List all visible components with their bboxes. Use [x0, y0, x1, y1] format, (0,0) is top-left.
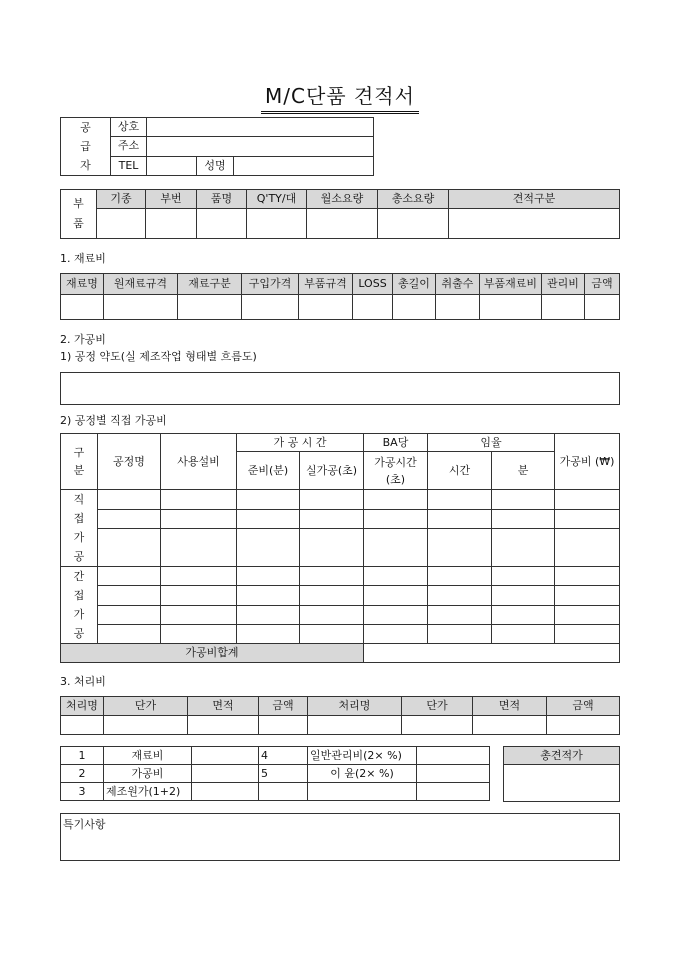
part-side-label: 부 품 [61, 190, 97, 239]
part-estimate-type-field[interactable] [449, 209, 620, 239]
material-cell[interactable] [393, 295, 436, 320]
indirect-cell[interactable] [428, 567, 492, 586]
summary-no-3: 3 [61, 783, 104, 801]
part-header-total: 총소요량 [378, 190, 449, 209]
direct-cell[interactable] [555, 490, 620, 510]
direct-cell[interactable] [492, 529, 555, 567]
indirect-cell[interactable] [98, 624, 161, 643]
section-2-sub2-label: 2) 공정별 직접 가공비 [60, 414, 167, 427]
supplier-tel-label: TEL [111, 156, 147, 175]
material-header-name: 재료명 [61, 274, 104, 295]
supplier-address-label: 주소 [111, 137, 147, 156]
indirect-cell[interactable] [98, 567, 161, 586]
treatment-header-area-2: 면적 [473, 697, 547, 716]
process-header-process: 공정명 [98, 434, 161, 490]
supplier-person-label: 성명 [197, 156, 234, 175]
process-header-cost: 가공비 (₩) [555, 434, 620, 490]
direct-cell[interactable] [428, 509, 492, 529]
direct-cell[interactable] [555, 509, 620, 529]
supplier-name-label: 상호 [111, 118, 147, 137]
material-header-type: 재료구분 [178, 274, 242, 295]
direct-cell[interactable] [161, 529, 237, 567]
total-estimate-table [503, 746, 620, 802]
treatment-cell[interactable] [402, 716, 473, 735]
indirect-process-label: 간 접 가 공 [61, 567, 98, 644]
section-1-label: 1. 재료비 [60, 252, 106, 265]
material-header-price: 구입가격 [242, 274, 299, 295]
material-cell[interactable] [242, 295, 299, 320]
part-partno-field[interactable] [146, 209, 197, 239]
indirect-cell[interactable] [364, 586, 428, 605]
indirect-cell[interactable] [428, 605, 492, 624]
indirect-cell[interactable] [161, 624, 237, 643]
summary-manufacturing-field[interactable] [192, 783, 259, 801]
treatment-table [60, 696, 620, 735]
indirect-cell[interactable] [555, 624, 620, 643]
summary-empty [259, 783, 308, 801]
direct-cell[interactable] [428, 490, 492, 510]
treatment-header-amount: 금액 [259, 697, 308, 716]
indirect-cell[interactable] [364, 624, 428, 643]
material-cell[interactable] [480, 295, 542, 320]
part-partname-field[interactable] [197, 209, 247, 239]
material-cell[interactable] [436, 295, 480, 320]
summary-empty [417, 783, 490, 801]
indirect-cell[interactable] [492, 567, 555, 586]
summary-empty [308, 783, 417, 801]
notes-box[interactable] [60, 813, 620, 861]
part-header-model: 기종 [97, 190, 146, 209]
document-title-text: M/C단품 견적서 [261, 80, 419, 114]
treatment-cell[interactable] [104, 716, 188, 735]
summary-no-2: 2 [61, 765, 104, 783]
direct-cell[interactable] [300, 529, 364, 567]
direct-cell[interactable] [428, 529, 492, 567]
indirect-cell[interactable] [98, 605, 161, 624]
summary-admin-field[interactable] [417, 747, 490, 765]
treatment-header-unit-price-2: 단가 [402, 697, 473, 716]
indirect-cell[interactable] [428, 586, 492, 605]
part-qty-field[interactable] [247, 209, 307, 239]
direct-cell[interactable] [237, 529, 300, 567]
indirect-cell[interactable] [428, 624, 492, 643]
direct-cell[interactable] [364, 529, 428, 567]
indirect-cell[interactable] [492, 624, 555, 643]
process-header-gubun: 구 분 [61, 434, 98, 490]
part-total-field[interactable] [378, 209, 449, 239]
direct-cell[interactable] [492, 490, 555, 510]
section-2-label: 2. 가공비 [60, 333, 106, 346]
indirect-cell[interactable] [492, 605, 555, 624]
process-header-ba-time: 가공시간 (초) [364, 452, 428, 490]
indirect-cell[interactable] [161, 567, 237, 586]
process-header-time: 가 공 시 간 [237, 434, 364, 452]
summary-label-manufacturing: 제조원가(1+2) [104, 783, 192, 801]
supplier-table [60, 117, 374, 176]
part-header-partno: 부번 [146, 190, 197, 209]
process-header-rate-time: 시간 [428, 452, 492, 490]
indirect-cell[interactable] [555, 567, 620, 586]
summary-label-profit: 이 윤(2× %) [308, 765, 417, 783]
treatment-cell[interactable] [473, 716, 547, 735]
indirect-cell[interactable] [555, 586, 620, 605]
indirect-cell[interactable] [492, 586, 555, 605]
direct-cell[interactable] [98, 529, 161, 567]
summary-no-5: 5 [259, 765, 308, 783]
summary-label-process: 가공비 [104, 765, 192, 783]
treatment-cell[interactable] [308, 716, 402, 735]
part-header-partname: 품명 [197, 190, 247, 209]
process-total-field[interactable] [364, 644, 620, 663]
part-header-estimate-type: 견적구분 [449, 190, 620, 209]
part-header-qty: Q'TY/대 [247, 190, 307, 209]
material-cell[interactable] [299, 295, 353, 320]
process-header-rate: 임율 [428, 434, 555, 452]
indirect-cell[interactable] [300, 586, 364, 605]
indirect-cell[interactable] [364, 567, 428, 586]
direct-cell[interactable] [492, 509, 555, 529]
total-estimate-label: 총견적가 [504, 747, 620, 765]
direct-cell[interactable] [161, 490, 237, 510]
part-header-monthly: 월소요량 [307, 190, 378, 209]
supplier-address-field[interactable] [147, 137, 374, 156]
summary-no-4: 4 [259, 747, 308, 765]
indirect-cell[interactable] [161, 586, 237, 605]
direct-cell[interactable] [98, 490, 161, 510]
summary-process-field[interactable] [192, 765, 259, 783]
material-header-admin: 관리비 [542, 274, 585, 295]
process-header-rate-min: 분 [492, 452, 555, 490]
process-table [60, 433, 620, 663]
treatment-header-unit-price: 단가 [104, 697, 188, 716]
material-cell[interactable] [61, 295, 104, 320]
direct-cell[interactable] [98, 509, 161, 529]
section-2-sub1-label: 1) 공정 약도(실 제조작업 형태별 흐름도) [60, 350, 257, 363]
material-cell[interactable] [353, 295, 393, 320]
indirect-cell[interactable] [300, 567, 364, 586]
summary-no-1: 1 [61, 747, 104, 765]
summary-label-admin: 일반관리비(2× %) [308, 747, 417, 765]
indirect-cell[interactable] [300, 605, 364, 624]
process-sketch-box[interactable] [60, 372, 620, 405]
indirect-cell[interactable] [300, 624, 364, 643]
material-header-spec: 원재료규격 [104, 274, 178, 295]
summary-profit-field[interactable] [417, 765, 490, 783]
treatment-header-area: 면적 [188, 697, 259, 716]
treatment-cell[interactable] [547, 716, 620, 735]
treatment-cell[interactable] [61, 716, 104, 735]
direct-process-label: 직 접 가 공 [61, 490, 98, 567]
material-cell[interactable] [585, 295, 620, 320]
material-cell[interactable] [104, 295, 178, 320]
document-title [0, 80, 680, 114]
direct-cell[interactable] [364, 509, 428, 529]
process-header-prep: 준비(분) [237, 452, 300, 490]
supplier-side-label: 공 급 자 [61, 118, 111, 176]
treatment-cell[interactable] [259, 716, 308, 735]
process-total-label: 가공비합계 [61, 644, 364, 663]
material-header-loss: LOSS [353, 274, 393, 295]
material-header-part-spec: 부품규격 [299, 274, 353, 295]
process-header-equipment: 사용설비 [161, 434, 237, 490]
direct-cell[interactable] [300, 490, 364, 510]
summary-table [60, 746, 490, 801]
treatment-header-name: 처리명 [61, 697, 104, 716]
indirect-cell[interactable] [161, 605, 237, 624]
indirect-cell[interactable] [98, 586, 161, 605]
treatment-cell[interactable] [188, 716, 259, 735]
indirect-cell[interactable] [237, 586, 300, 605]
direct-cell[interactable] [237, 509, 300, 529]
indirect-cell[interactable] [364, 605, 428, 624]
material-header-amount: 금액 [585, 274, 620, 295]
supplier-tel-field[interactable] [147, 156, 197, 175]
supplier-name-field[interactable] [147, 118, 374, 137]
direct-cell[interactable] [237, 490, 300, 510]
direct-cell[interactable] [555, 529, 620, 567]
notes-label: 특기사항 [63, 818, 106, 831]
indirect-cell[interactable] [555, 605, 620, 624]
summary-material-field[interactable] [192, 747, 259, 765]
supplier-person-field[interactable] [234, 156, 374, 175]
indirect-cell[interactable] [237, 567, 300, 586]
summary-label-material: 재료비 [104, 747, 192, 765]
process-header-ba: BA당 [364, 434, 428, 452]
material-header-length: 총길이 [393, 274, 436, 295]
direct-cell[interactable] [161, 509, 237, 529]
total-estimate-field[interactable] [504, 765, 620, 802]
direct-cell[interactable] [364, 490, 428, 510]
direct-cell[interactable] [300, 509, 364, 529]
part-table [60, 189, 620, 239]
material-cell[interactable] [178, 295, 242, 320]
treatment-header-amount-2: 금액 [547, 697, 620, 716]
indirect-cell[interactable] [237, 624, 300, 643]
material-table [60, 273, 620, 320]
part-monthly-field[interactable] [307, 209, 378, 239]
process-header-actual: 실가공(초) [300, 452, 364, 490]
part-model-field[interactable] [97, 209, 146, 239]
material-header-part-cost: 부품재료비 [480, 274, 542, 295]
material-cell[interactable] [542, 295, 585, 320]
section-3-label: 3. 처리비 [60, 675, 106, 688]
material-header-yield: 취출수 [436, 274, 480, 295]
treatment-header-name-2: 처리명 [308, 697, 402, 716]
indirect-cell[interactable] [237, 605, 300, 624]
